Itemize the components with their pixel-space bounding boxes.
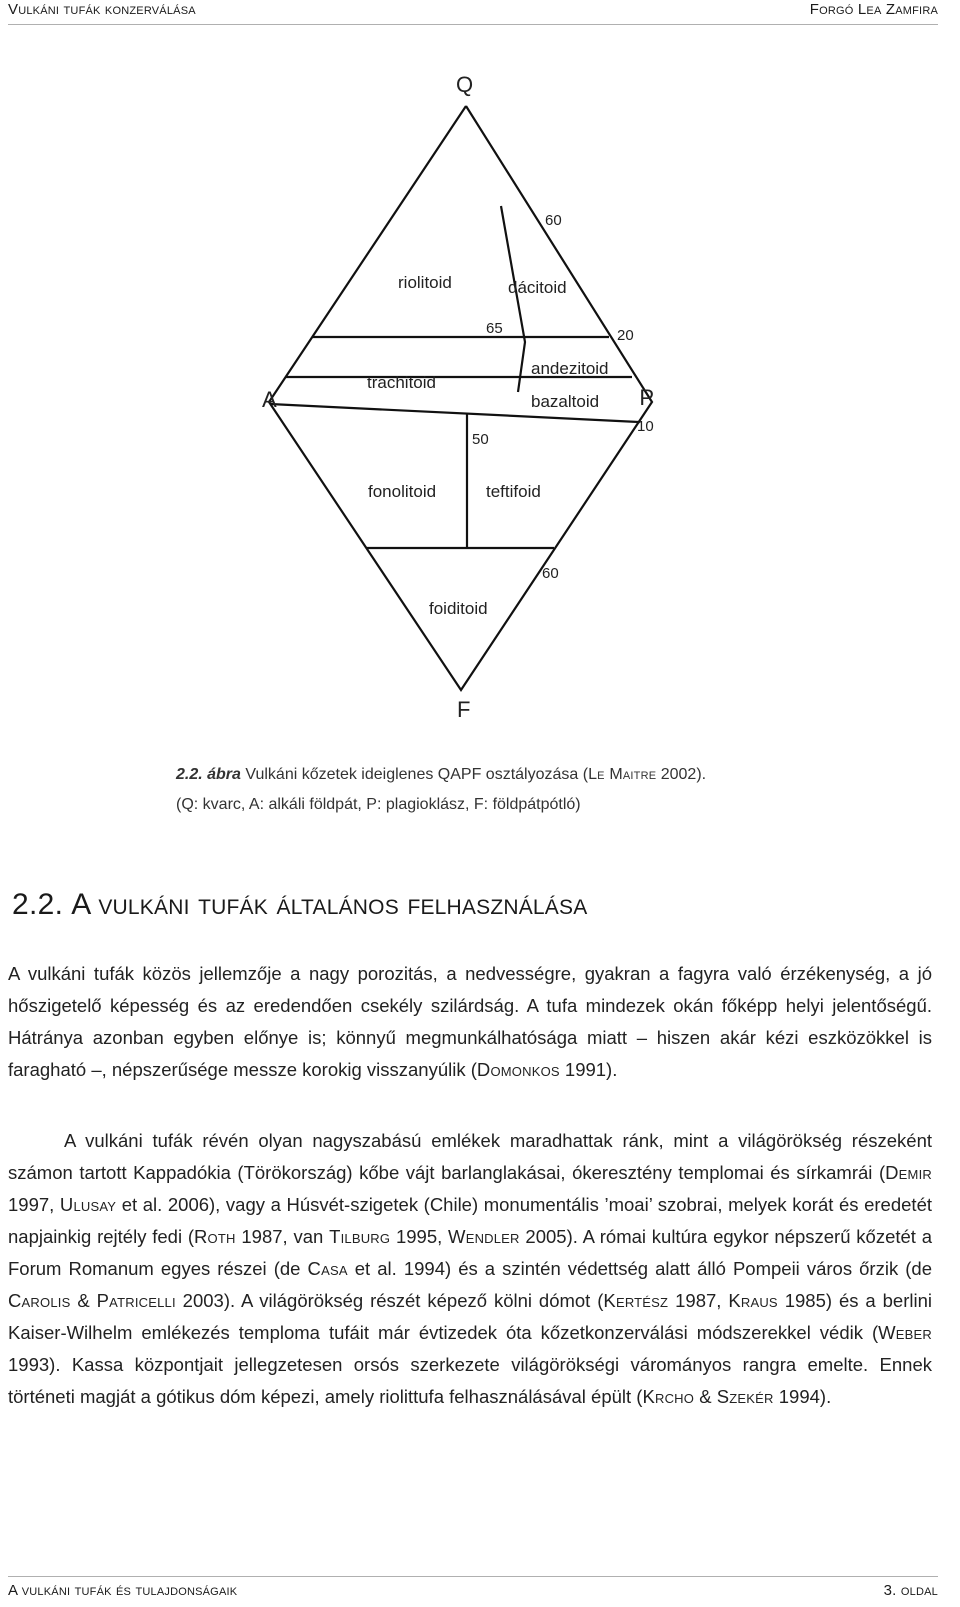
vertex-a: A [262,387,277,412]
section-heading [12,888,942,922]
page-header [8,0,938,25]
p2-ref-10: Kraus [728,1290,778,1311]
p2-ref-2: Ulusay [59,1194,117,1215]
field-foiditoid: foiditoid [429,599,488,618]
p2-ref-8: Patricelli [96,1290,176,1311]
label-20: 20 [617,327,634,344]
p2-text-8: & [70,1290,97,1311]
p2-ref-4: Tilburg [329,1226,391,1247]
field-trachitoid: trachitoid [367,373,436,392]
p2-ref-6: Casa [307,1258,348,1279]
vertex-f: F [457,697,471,722]
section-title-text: A vulkáni tufák általános felhasználása [71,888,588,921]
p2-ref-12: Krcho [642,1386,695,1407]
p2-text-4: 1987, van [235,1226,330,1247]
qapf-diagram [235,62,655,730]
p2-text-3: et al. 2006), vagy a Húsvét-szigetek (Chile) monumentális ’moai’ szobrai, melyek korát és eredetét napjainkig rejtély fedi ( [8,1194,932,1247]
footer-chapter: A vulkáni tufák és tulajdonságaik [8,1582,238,1599]
p2-ref-9: Kertész [603,1290,669,1311]
field-riolitoid: riolitoid [398,273,452,292]
paragraph-1 [8,958,932,1086]
vertex-p: P [639,385,654,410]
p2-text-6: 2005). A római kultúra egykor népszerű kőzetét a Forum Romanum egyes részei (de [8,1226,932,1279]
p2-ref-1: Demir [885,1162,932,1183]
field-fonolitoid: fonolitoid [368,482,437,501]
paragraph-2 [8,1125,932,1413]
p2-text-12: 1993). Kassa központjait jellegzetesen orsós szerkezete világörökségi várományos rangra emelte. Ennek történeti magját a gótikus dóm képezi, amely riolittufa felhasználásával épült ( [8,1354,932,1407]
field-dacitoid: dácitoid [508,278,567,297]
p1-ref-1: Domonkos [476,1059,560,1080]
p2-text-1: A vulkáni tufák révén olyan nagyszabású emlékek maradhattak ránk, mint a világörökség részeként számon tartott Kappadókia (Törökország) kőbe vájt barlanglakásai, ókeresztény templomai és sírkamrái ( [8,1130,932,1183]
p2-ref-7: Carolis [8,1290,71,1311]
caption-line-2: (Q: kvarc, A: alkáli földpát, P: plagioklász, F: földpátpótló) [176,796,581,813]
p2-text-11: 1985) és a berlini Kaiser-Wilhelm emlékezés temploma tufáit már évtizedek óta kőzetkonzerválási módszerekkel védik ( [8,1290,932,1343]
p2-text-7: et al. 1994) és a szintén védettség alatt álló Pompeii város őrzik (de [347,1258,932,1279]
qapf-diagram-svg [235,62,655,730]
p2-text-5: 1995, [390,1226,449,1247]
header-author: Forgó Lea Zamfira [809,1,938,18]
figure-caption [176,760,796,820]
caption-number: 2.2. ábra [176,766,241,783]
caption-text: Vulkáni kőzetek ideiglenes QAPF osztályozása ( [240,766,589,783]
field-bazaltoid: bazaltoid [531,392,600,411]
caption-line-1 [176,760,796,790]
p2-ref-3: Roth [194,1226,236,1247]
p2-text-2: 1997, [8,1194,60,1215]
p1-text-2: 1991). [559,1059,618,1080]
label-60-lower: 60 [542,565,559,582]
field-teftifoid: teftifoid [486,482,541,501]
label-65: 65 [486,320,503,337]
label-60-upper: 60 [545,212,562,229]
p2-text-10: 1987, [668,1290,729,1311]
field-andezitoid: andezitoid [531,359,609,378]
p1-text-1: A vulkáni tufák közös jellemzője a nagy porozitás, a nedvességre, gyakran a fagyra való érzékenység, a jó hőszigetelő képesség és az eredendően csekély szilárdság. A tufa mindezek okán főképp helyi jelentőségű. Hátránya azonban egyben előnye is; könnyű megmunkálhatósága miatt – hiszen akár kézi eszközökkel is faragható –, népszerűsége messze korokig visszanyúlik ( [8,963,932,1080]
p2-ref-5: Wendler [448,1226,520,1247]
section-number: 2.2. [12,888,64,921]
vertex-q: Q [456,72,474,97]
caption-author: Le Maitre [588,766,657,783]
p2-ref-13: Szekér [716,1386,774,1407]
p2-text-14: 1994). [773,1386,832,1407]
p2-text-9: 2003). A világörökség részét képező kölni dómot ( [175,1290,604,1311]
header-title: Vulkáni tufák konzerválása [8,1,196,18]
p2-text-13: & [694,1386,717,1407]
footer-page-number: 3. oldal [883,1582,938,1599]
page-footer [8,1576,938,1605]
label-50: 50 [472,431,489,448]
p2-ref-11: Weber [878,1322,932,1343]
line-split-upper [501,206,525,392]
caption-year: 2002). [656,766,707,783]
label-10: 10 [637,418,654,435]
